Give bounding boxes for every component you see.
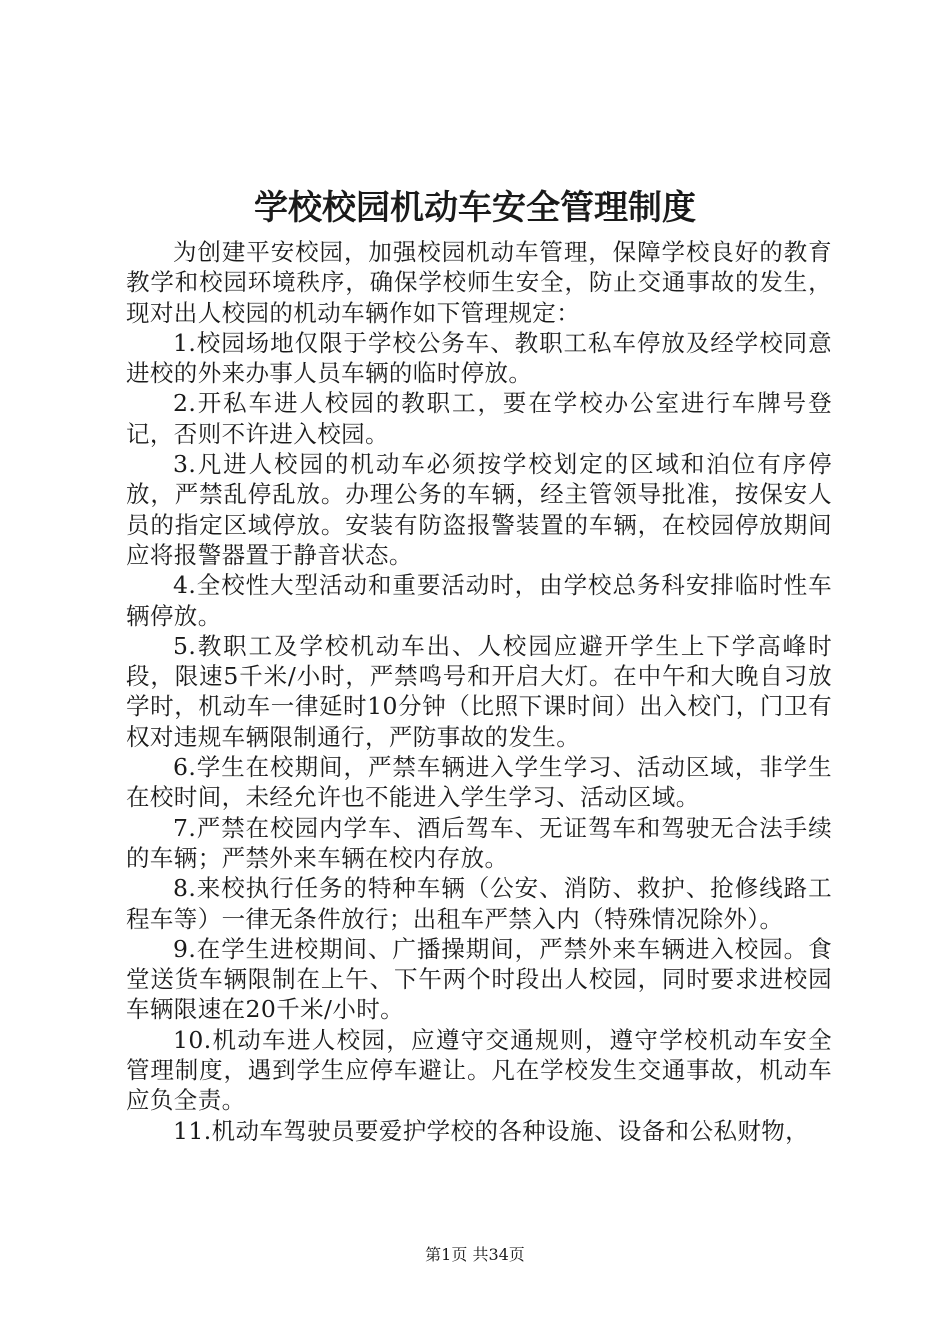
paragraph-rule-10: 10.机动车进人校园，应遵守交通规则，遵守学校机动车安全管理制度，遇到学生应停车避让。凡在学校发生交通事故，机动车应负全责。 xyxy=(126,1025,832,1115)
page-footer: 第1页 共34页 xyxy=(425,1245,525,1264)
paragraph-rule-3: 3.凡进人校园的机动车必须按学校划定的区域和泊位有序停放，严禁乱停乱放。办理公务的车辆，经主管领导批准，按保安人员的指定区域停放。安装有防盗报警装置的车辆，在校园停放期间应将报警器置于静音状态。 xyxy=(126,450,832,569)
paragraph-rule-9: 9.在学生进校期间、广播操期间，严禁外来车辆进入校园。食堂送货车辆限制在上午、下午两个时段出人校园，同时要求进校园车辆限速在20千米/小时。 xyxy=(126,934,832,1024)
paragraph-rule-8: 8.来校执行任务的特种车辆（公安、消防、救护、抢修线路工程车等）一律无条件放行；出租车严禁入内（特殊情况除外）。 xyxy=(126,874,832,933)
paragraph-rule-1: 1.校园场地仅限于学校公务车、教职工私车停放及经学校同意进校的外来办事人员车辆的临时停放。 xyxy=(126,328,832,388)
paragraph-rule-4: 4.全校性大型活动和重要活动时，由学校总务科安排临时性车辆停放。 xyxy=(126,571,832,630)
paragraph-rule-5: 5.教职工及学校机动车出、人校园应避开学生上下学高峰时段，限速5千米/小时，严禁鸣号和开启大灯。在中午和大晚自习放学时，机动车一律延时10分钟（比照下课时间）出入校门，门卫有权对违规车辆限制通行，严防事故的发生。 xyxy=(126,631,832,751)
paragraph-rule-7: 7.严禁在校园内学车、酒后驾车、无证驾车和驾驶无合法手续的车辆；严禁外来车辆在校内存放。 xyxy=(126,813,832,872)
document-title: 学校校园机动车安全管理制度 xyxy=(254,188,696,228)
paragraph-rule-11: 11.机动车驾驶员要爱护学校的各种设施、设备和公私财物， xyxy=(173,1116,810,1145)
paragraph-rule-2: 2.开私车进人校园的教职工，要在学校办公室进行车牌号登记，否则不许进入校园。 xyxy=(126,389,832,448)
paragraph-intro: 为创建平安校园，加强校园机动车管理，保障学校良好的教育教学和校园环境秩序，确保学校师生安全，防止交通事故的发生，现对出人校园的机动车辆作如下管理规定： xyxy=(126,238,832,327)
document-body xyxy=(126,237,832,1146)
paragraph-rule-6: 6.学生在校期间，严禁车辆进入学生学习、活动区域，非学生在校时间，未经允许也不能进入学生学习、活动区域。 xyxy=(126,753,832,812)
